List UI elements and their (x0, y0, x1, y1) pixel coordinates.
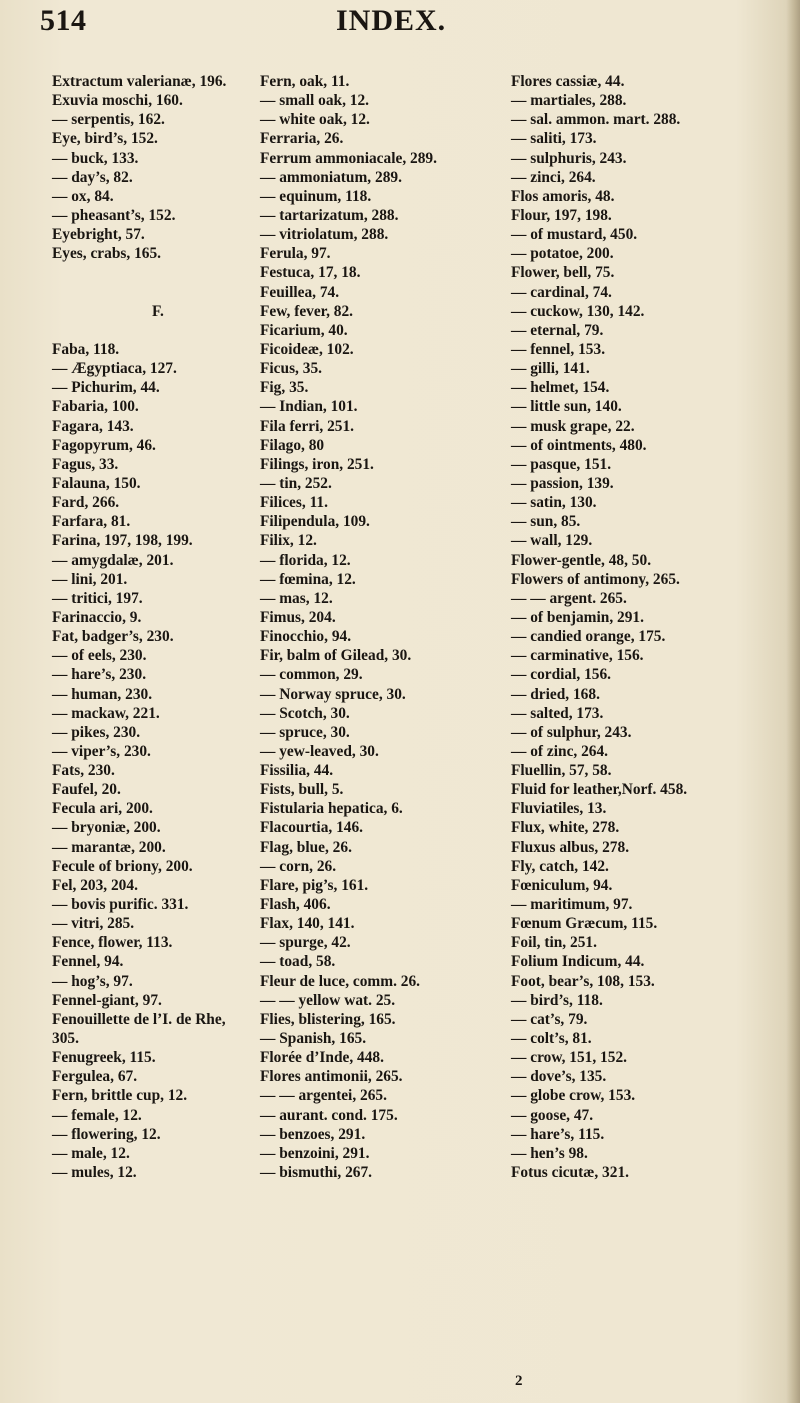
index-entry: Flare, pig’s, 161. (260, 876, 369, 894)
index-entry: — lini, 201. (52, 570, 128, 588)
index-entry: Ferula, 97. (260, 245, 331, 263)
index-entry: — day’s, 82. (52, 168, 133, 186)
index-entry: — serpentis, 162. (52, 111, 165, 129)
index-entry: Flour, 197, 198. (511, 206, 612, 224)
index-entry: Ficarium, 40. (260, 321, 348, 339)
blank-line (52, 321, 226, 340)
index-entry: — dried, 168. (511, 685, 600, 703)
index-entry: — mules, 12. (52, 1164, 137, 1182)
index-entry: Finocchio, 94. (260, 628, 352, 646)
index-entry: — of sulphur, 243. (511, 723, 632, 741)
index-entry: Falauna, 150. (52, 474, 141, 492)
page-number: 514 (40, 4, 87, 37)
index-entry: Eye, bird’s, 152. (52, 130, 158, 148)
index-entry: Fimus, 204. (260, 608, 336, 626)
index-entry: — passion, 139. (511, 474, 614, 492)
index-entry: — Ægyptiaca, 127. (52, 360, 177, 378)
index-entry: — fœmina, 12. (260, 570, 356, 588)
index-column-3 (511, 72, 687, 1182)
index-entry: Flux, white, 278. (511, 819, 620, 837)
index-entry: Fleur de luce, comm. 26. (260, 972, 421, 990)
signature-mark: 2 (515, 1373, 523, 1389)
index-entry: — hare’s, 115. (511, 1125, 605, 1143)
index-entry: Fat, badger’s, 230. (52, 628, 174, 646)
index-entry: Florée d’Inde, 448. (260, 1049, 384, 1067)
index-entry: Filix, 12. (260, 532, 317, 550)
index-entry: Ferraria, 26. (260, 130, 344, 148)
index-entry: Flower, bell, 75. (511, 264, 615, 282)
index-entry: — little sun, 140. (511, 398, 622, 416)
index-entry: Fila ferri, 251. (260, 417, 355, 435)
index-entry: Fard, 266. (52, 494, 120, 512)
index-entry: — toad, 58. (260, 953, 336, 971)
index-entry: — bird’s, 118. (511, 991, 603, 1009)
index-entry: Eyes, crabs, 165. (52, 245, 162, 263)
index-entry: Farina, 197, 198, 199. (52, 532, 193, 550)
index-entry: — dove’s, 135. (511, 1068, 607, 1086)
index-entry: — candied orange, 175. (511, 628, 666, 646)
index-entry: Fœniculum, 94. (511, 876, 613, 894)
index-entry: Fissilia, 44. (260, 762, 334, 780)
index-column-1 (52, 72, 226, 1182)
index-entry: Flores cassiæ, 44. (511, 73, 625, 90)
index-entry: — globe crow, 153. (511, 1087, 636, 1105)
index-entry: — bovis purific. 331. (52, 896, 189, 914)
index-entry: Fern, brittle cup, 12. (52, 1087, 188, 1105)
index-entry: Fly, catch, 142. (511, 857, 609, 875)
index-entry: Extractum valerianæ, 196. (52, 73, 227, 90)
index-entry: — ox, 84. (52, 187, 114, 205)
index-entry: — cat’s, 79. (511, 1010, 588, 1028)
index-entry: — viper’s, 230. (52, 742, 151, 760)
index-entry: — cuckow, 130, 142. (511, 302, 645, 320)
index-entry: — — argentei, 265. (260, 1087, 387, 1105)
index-entry: — martiales, 288. (511, 92, 627, 110)
index-entry: — of eels, 230. (52, 647, 147, 665)
index-entry: — bismuthi, 267. (260, 1164, 373, 1182)
index-entry: — Spanish, 165. (260, 1030, 367, 1048)
index-entry: Fistularia hepatica, 6. (260, 800, 403, 818)
index-entry: — benzoes, 291. (260, 1125, 366, 1143)
index-entry: Fluellin, 57, 58. (511, 762, 612, 780)
index-entry: — sal. ammon. mart. 288. (511, 111, 681, 129)
index-entry: — bryoniæ, 200. (52, 819, 161, 837)
index-entry: Fenouillette de l’I. de Rhe, (52, 1010, 226, 1028)
index-entry: Fabaria, 100. (52, 398, 139, 416)
index-entry: — gilli, 141. (511, 360, 590, 378)
index-entry: — cardinal, 74. (511, 283, 612, 301)
index-entry: — vitriolatum, 288. (260, 226, 389, 244)
index-entry: Fecule of briony, 200. (52, 857, 193, 875)
index-entry: — carminative, 156. (511, 647, 644, 665)
index-entry: Ficoideæ, 102. (260, 340, 354, 358)
index-entry: — musk grape, 22. (511, 417, 635, 435)
index-entry: Faufel, 20. (52, 781, 121, 799)
index-entry: — goose, 47. (511, 1106, 594, 1124)
index-entry: Ferrum ammoniacale, 289. (260, 149, 437, 167)
index-entry: — colt’s, 81. (511, 1030, 592, 1048)
index-entry: — eternal, 79. (511, 321, 604, 339)
index-entry: — equinum, 118. (260, 187, 372, 205)
index-entry: Flores antimonii, 265. (260, 1068, 403, 1086)
index-entry: — mas, 12. (260, 589, 333, 607)
index-entry: Filices, 11. (260, 494, 328, 512)
index-entry: Fotus cicutæ, 321. (511, 1164, 629, 1182)
index-entry: Filipendula, 109. (260, 513, 370, 531)
index-entry: Flash, 406. (260, 896, 331, 914)
index-entry: — marantæ, 200. (52, 838, 166, 856)
index-entry: Fel, 203, 204. (52, 876, 138, 894)
index-entry: Fluxus albus, 278. (511, 838, 630, 856)
index-entry: — hog’s, 97. (52, 972, 133, 990)
index-entry: Flacourtia, 146. (260, 819, 364, 837)
index-entry: Fluviatiles, 13. (511, 800, 607, 818)
index-entry: — tritici, 197. (52, 589, 143, 607)
index-entry: — benzoini, 291. (260, 1144, 370, 1162)
index-entry: — pikes, 230. (52, 723, 141, 741)
index-entry: Flax, 140, 141. (260, 915, 355, 933)
index-entry: Fecula ari, 200. (52, 800, 153, 818)
index-entry: — white oak, 12. (260, 111, 370, 129)
index-entry: — zinci, 264. (511, 168, 596, 186)
index-entry: Fennel, 94. (52, 953, 124, 971)
index-entry: Fœnum Græcum, 115. (511, 915, 658, 933)
index-entry: Festuca, 17, 18. (260, 264, 361, 282)
index-entry: — flowering, 12. (52, 1125, 161, 1143)
running-head: INDEX. (336, 4, 447, 37)
index-entry: Ficus, 35. (260, 360, 322, 378)
index-entry: Fenugreek, 115. (52, 1049, 156, 1067)
index-entry: — saliti, 173. (511, 130, 597, 148)
index-entry: — potatoe, 200. (511, 245, 614, 263)
index-entry: Flag, blue, 26. (260, 838, 352, 856)
index-entry: Fig, 35. (260, 379, 309, 397)
index-entry: — — yellow wat. 25. (260, 991, 396, 1009)
index-entry: — wall, 129. (511, 532, 593, 550)
index-entry: — vitri, 285. (52, 915, 135, 933)
index-entry: — small oak, 12. (260, 92, 370, 110)
index-entry: — spurge, 42. (260, 934, 351, 952)
index-entry: — sulphuris, 243. (511, 149, 627, 167)
index-entry: — ammoniatum, 289. (260, 168, 402, 186)
index-entry: Feuillea, 74. (260, 283, 340, 301)
index-entry: — human, 230. (52, 685, 153, 703)
index-entry: — female, 12. (52, 1106, 142, 1124)
index-entry: Flower-gentle, 48, 50. (511, 551, 652, 569)
index-entry: — hen’s 98. (511, 1144, 588, 1162)
index-entry: — hare’s, 230. (52, 666, 147, 684)
index-entry: — pheasant’s, 152. (52, 206, 176, 224)
index-entry: Eyebright, 57. (52, 226, 145, 244)
index-entry: — of benjamin, 291. (511, 608, 644, 626)
index-entry: Foil, tin, 251. (511, 934, 597, 952)
index-entry: Foot, bear’s, 108, 153. (511, 972, 655, 990)
index-entry: Flowers of antimony, 265. (511, 570, 680, 588)
index-entry: — fennel, 153. (511, 340, 606, 358)
index-entry: Fence, flower, 113. (52, 934, 173, 952)
index-entry: Few, fever, 82. (260, 302, 354, 320)
index-entry: Fluid for leather,Norf. 458. (511, 781, 688, 799)
index-entry: Fagopyrum, 46. (52, 436, 156, 454)
index-entry: — pasque, 151. (511, 455, 612, 473)
index-entry: — helmet, 154. (511, 379, 610, 397)
index-entry: — tin, 252. (260, 474, 332, 492)
index-entry: — salted, 173. (511, 704, 604, 722)
index-entry: — mackaw, 221. (52, 704, 160, 722)
index-entry: — amygdalæ, 201. (52, 551, 174, 569)
index-entry: Fagus, 33. (52, 455, 119, 473)
index-entry: Fennel-giant, 97. (52, 991, 162, 1009)
index-entry: Farinaccio, 9. (52, 608, 142, 626)
index-entry: Flos amoris, 48. (511, 187, 615, 205)
index-entry: — Norway spruce, 30. (260, 685, 406, 703)
index-entry: — of ointments, 480. (511, 436, 647, 454)
index-entry: — tartarizatum, 288. (260, 206, 399, 224)
index-entry: — spruce, 30. (260, 723, 350, 741)
index-entry: — of zinc, 264. (511, 742, 609, 760)
index-entry: Fergulea, 67. (52, 1068, 138, 1086)
index-entry: — maritimum, 97. (511, 896, 633, 914)
index-entry: — buck, 133. (52, 149, 139, 167)
index-entry: 305. (52, 1030, 79, 1048)
index-entry: — male, 12. (52, 1144, 130, 1162)
index-entry: — Scotch, 30. (260, 704, 350, 722)
blank-line (52, 283, 226, 302)
page-header (0, 4, 800, 44)
page-edge-shadow (786, 0, 800, 1403)
index-entry: Filings, iron, 251. (260, 455, 374, 473)
index-entry: Fagara, 143. (52, 417, 134, 435)
index-entry: — yew-leaved, 30. (260, 742, 379, 760)
index-entry: Farfara, 81. (52, 513, 131, 531)
index-entry: — sun, 85. (511, 513, 581, 531)
index-entry: — common, 29. (260, 666, 363, 684)
index-entry: — — argent. 265. (511, 589, 627, 607)
index-entry: Folium Indicum, 44. (511, 953, 645, 971)
index-entry: — aurant. cond. 175. (260, 1106, 398, 1124)
section-letter-heading: F. (152, 302, 164, 320)
index-entry: — crow, 151, 152. (511, 1049, 627, 1067)
index-entry: — florida, 12. (260, 551, 351, 569)
index-column-2 (260, 72, 437, 1182)
index-entry: — corn, 26. (260, 857, 337, 875)
index-entry: Filago, 80 (260, 436, 325, 454)
index-entry: Fats, 230. (52, 762, 115, 780)
blank-line (52, 263, 226, 282)
index-entry: Exuvia moschi, 160. (52, 92, 183, 110)
index-entry: Fists, bull, 5. (260, 781, 344, 799)
index-entry: Fern, oak, 11. (260, 73, 350, 90)
index-entry: — Indian, 101. (260, 398, 358, 416)
index-entry: — of mustard, 450. (511, 226, 638, 244)
index-entry: — Pichurim, 44. (52, 379, 160, 397)
index-entry: — satin, 130. (511, 494, 597, 512)
index-entry: Flies, blistering, 165. (260, 1010, 396, 1028)
index-entry: Fir, balm of Gilead, 30. (260, 647, 412, 665)
index-entry: Faba, 118. (52, 340, 120, 358)
index-entry: — cordial, 156. (511, 666, 612, 684)
